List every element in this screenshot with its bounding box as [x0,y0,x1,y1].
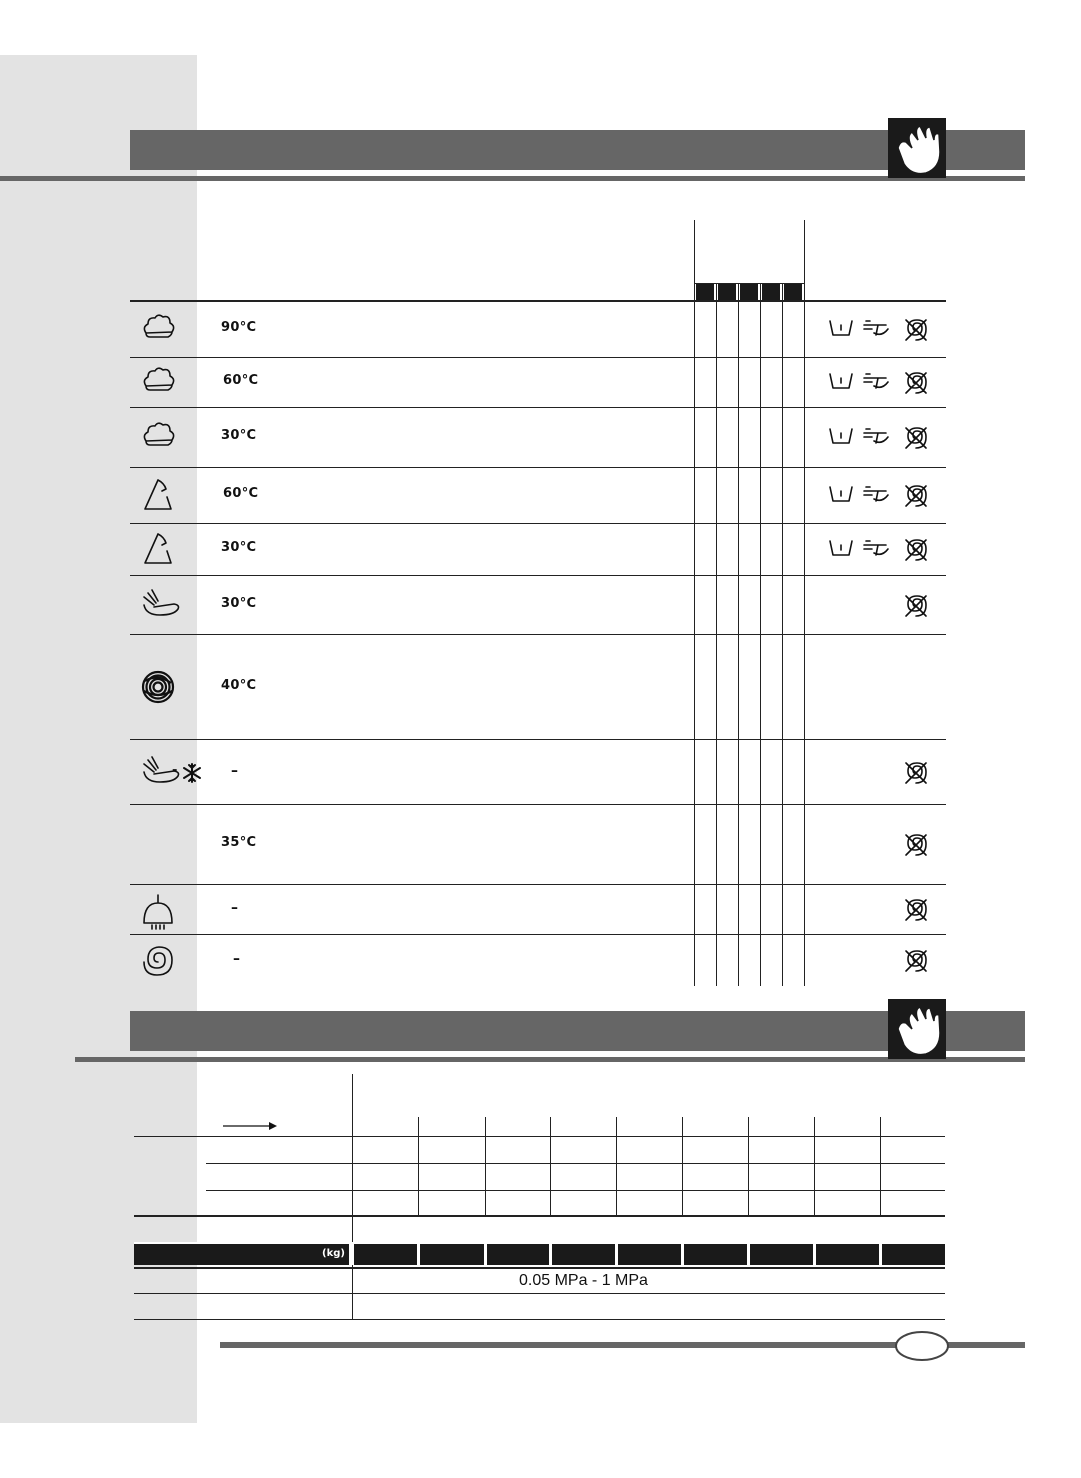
hand-icon [888,999,946,1059]
extra-rinse-icon [862,483,890,511]
kg-value-cell [618,1244,681,1265]
tech-column-divider [814,1117,815,1215]
prewash-icon [828,425,856,453]
program-temperature: 90°C [221,319,257,335]
no-spin-icon [903,760,931,788]
hand-wash-icon [140,587,180,627]
no-spin-icon [903,832,931,860]
no-spin-icon [903,948,931,976]
arrow-right-icon [223,1121,283,1131]
program-temperature: 30°C [221,428,257,443]
prewash-icon [828,317,856,345]
section-icon-box [888,118,946,178]
header-dark-cell [740,284,758,300]
section-rule-2 [75,1057,1025,1062]
tech-row-line [134,1215,945,1217]
kg-label-cell [134,1244,349,1265]
prewash-icon [828,537,856,565]
tech-column-divider [550,1117,551,1215]
rinse-icon [140,891,180,931]
program-temperature: 60°C [223,486,259,501]
program-temperature: 30°C [221,540,257,555]
page-number-oval-icon [894,1330,950,1362]
program-temperature: 35°C [221,835,257,850]
tech-row-line [134,1136,945,1137]
section-icon-box-2 [888,999,946,1059]
tech-column-divider [748,1117,749,1215]
wool-icon [140,669,180,709]
header-dark-cell [762,284,780,300]
tech-column-divider [682,1117,683,1215]
program-temperature: – [231,762,238,779]
no-spin-icon [903,897,931,925]
program-row [130,934,946,986]
prewash-icon [828,483,856,511]
program-row [130,739,946,804]
prewash-icon [828,370,856,398]
extra-rinse-icon [862,425,890,453]
header-dark-cell [718,284,736,300]
kg-value-cell [882,1244,945,1265]
extra-rinse-icon [862,537,890,565]
no-spin-icon [903,425,931,453]
extra-rinse-icon [862,317,890,345]
program-temperature: 30°C [221,595,257,611]
cotton-icon [140,364,180,404]
spin-icon [140,942,180,982]
tech-column-divider [418,1117,419,1215]
kg-value-cell [487,1244,549,1265]
synthetic-icon [140,531,180,571]
kg-unit-label: (kg) [322,1248,345,1259]
tech-row-line [134,1267,945,1269]
program-temperature: 40°C [221,677,257,693]
no-spin-icon [903,593,931,621]
program-temperature: 60°C [223,373,259,388]
snowflake-icon [181,762,203,784]
tech-row-line [206,1163,945,1164]
program-temperature: – [233,951,240,967]
water-pressure-value: 0.05 MPa - 1 MPa [519,1272,648,1289]
tech-divider [352,1074,353,1320]
separator-dash: - [172,762,178,778]
program-row [130,884,946,934]
kg-value-cell [420,1244,484,1265]
kg-value-cell [750,1244,813,1265]
no-spin-icon [903,317,931,345]
tech-row-line [206,1190,945,1191]
no-spin-icon [903,370,931,398]
hand-icon [888,118,946,178]
tech-row-line [134,1319,945,1320]
cotton-icon [140,419,180,459]
tech-column-divider [485,1117,486,1215]
tech-column-divider [880,1117,881,1215]
section-rule [0,176,1025,181]
kg-value-cell [354,1244,417,1265]
cotton-icon [140,311,180,351]
no-spin-icon [903,537,931,565]
no-spin-icon [903,483,931,511]
header-dark-cell [696,284,714,300]
tech-row-line [134,1293,945,1294]
tech-column-divider [616,1117,617,1215]
synthetic-icon [140,477,180,517]
program-temperature: – [231,900,238,916]
extra-rinse-icon [862,370,890,398]
header-dark-cell [784,284,802,300]
kg-value-cell [816,1244,879,1265]
kg-value-cell [552,1244,615,1265]
kg-value-cell [684,1244,747,1265]
